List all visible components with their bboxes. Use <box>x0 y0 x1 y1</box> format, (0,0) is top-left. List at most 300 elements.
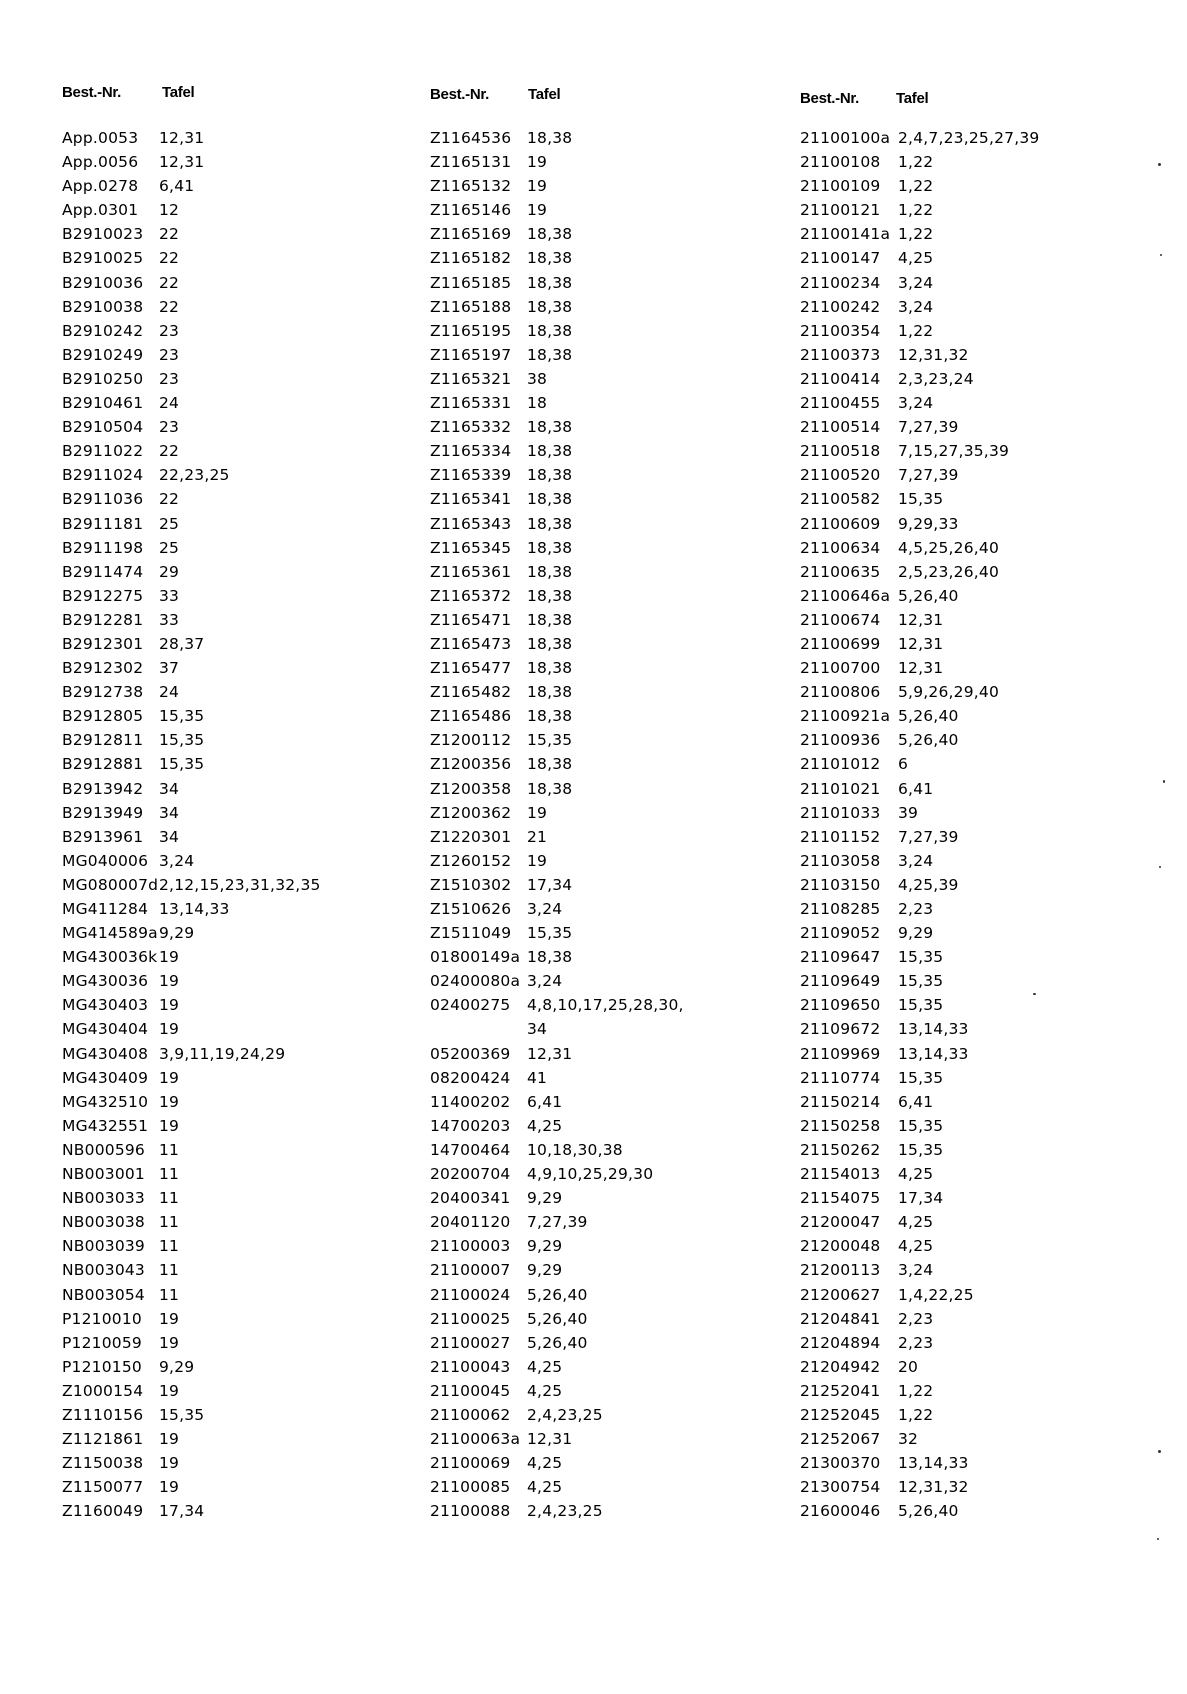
best-nr-cell: 21100062 <box>430 1405 511 1424</box>
tafel-cell: 15,35 <box>898 1116 944 1135</box>
tafel-cell: 15,35 <box>898 1068 944 1087</box>
tafel-cell: 12,31 <box>527 1430 573 1449</box>
table-row <box>430 1499 800 1523</box>
best-nr-cell: 20401120 <box>430 1213 511 1232</box>
best-nr-cell: 21100936 <box>800 731 881 750</box>
best-nr-cell: Z1150038 <box>62 1454 144 1473</box>
tafel-cell: 1,22 <box>898 177 934 196</box>
best-nr-cell: B2910504 <box>62 418 144 437</box>
best-nr-cell: 21252067 <box>800 1430 881 1449</box>
table-row <box>62 391 432 415</box>
best-nr-cell: Z1165334 <box>430 442 512 461</box>
tafel-cell: 18,38 <box>527 297 573 316</box>
best-nr-cell: 21252045 <box>800 1405 881 1424</box>
tafel-cell: 18,38 <box>527 707 573 726</box>
best-nr-cell: MG040006 <box>62 851 149 870</box>
tafel-cell: 11 <box>159 1285 180 1304</box>
tafel-cell: 18,38 <box>527 779 573 798</box>
table-row <box>430 945 800 969</box>
tafel-cell: 19 <box>527 153 548 172</box>
header-best-nr: Best.-Nr. <box>800 90 859 107</box>
table-row <box>62 1427 432 1451</box>
table-row <box>430 126 800 150</box>
table-row <box>62 1162 432 1186</box>
best-nr-cell: B2912275 <box>62 586 144 605</box>
table-row <box>800 1162 1170 1186</box>
table-row <box>62 993 432 1017</box>
best-nr-cell: B2911198 <box>62 538 144 557</box>
tafel-cell: 9,29,33 <box>898 514 959 533</box>
table-row <box>430 1017 800 1041</box>
tafel-cell: 24 <box>159 394 180 413</box>
tafel-cell: 22 <box>159 249 180 268</box>
tafel-cell: 4,25 <box>527 1454 563 1473</box>
tafel-cell: 19 <box>159 1020 180 1039</box>
best-nr-cell: 21109969 <box>800 1044 881 1063</box>
best-nr-cell: 21108285 <box>800 900 881 918</box>
tafel-cell: 9,29 <box>527 1237 563 1256</box>
scan-speck <box>1033 993 1036 995</box>
best-nr-cell: B2912302 <box>62 659 144 678</box>
table-row <box>430 680 800 704</box>
table-row <box>800 367 1170 391</box>
table-row <box>800 1451 1170 1475</box>
table-row <box>800 1355 1170 1379</box>
table-row <box>430 921 800 945</box>
table-row <box>62 367 432 391</box>
best-nr-cell: 21100455 <box>800 394 881 413</box>
tafel-cell: 5,26,40 <box>527 1333 588 1352</box>
best-nr-cell: 21154013 <box>800 1165 881 1184</box>
tafel-cell: 33 <box>159 610 180 629</box>
best-nr-cell: Z1200362 <box>430 803 512 822</box>
tafel-cell: 19 <box>159 948 180 967</box>
table-row <box>800 1258 1170 1282</box>
table-row <box>800 198 1170 222</box>
table-row <box>800 969 1170 993</box>
header-tafel: Tafel <box>528 86 561 103</box>
best-nr-cell: MG430036k <box>62 948 158 967</box>
best-nr-cell: 21100088 <box>430 1502 511 1521</box>
tafel-cell: 13,14,33 <box>159 900 230 918</box>
best-nr-cell: Z1165482 <box>430 683 512 702</box>
table-row <box>800 1186 1170 1210</box>
table-row <box>430 1138 800 1162</box>
best-nr-cell: App.0278 <box>62 177 139 196</box>
tafel-cell: 5,26,40 <box>527 1285 588 1304</box>
best-nr-cell: 21150262 <box>800 1140 881 1159</box>
tafel-cell: 32 <box>898 1430 919 1449</box>
table-row <box>62 897 432 921</box>
table-row <box>800 391 1170 415</box>
table-row <box>62 608 432 632</box>
best-nr-cell: Z1200358 <box>430 779 512 798</box>
table-row <box>430 150 800 174</box>
tafel-cell: 33 <box>159 586 180 605</box>
best-nr-cell: 21100806 <box>800 683 881 702</box>
best-nr-cell: 21300370 <box>800 1454 881 1473</box>
table-row <box>800 1234 1170 1258</box>
best-nr-cell: 21101012 <box>800 755 881 774</box>
table-row <box>430 319 800 343</box>
table-row <box>62 126 432 150</box>
best-nr-cell: Z1511049 <box>430 924 512 943</box>
tafel-cell: 1,22 <box>898 153 934 172</box>
tafel-cell: 5,26,40 <box>898 731 959 750</box>
tafel-cell: 12,31 <box>898 634 944 653</box>
best-nr-cell: B2911474 <box>62 562 144 581</box>
table-row <box>800 1210 1170 1234</box>
tafel-cell: 11 <box>159 1237 180 1256</box>
tafel-cell: 18,38 <box>527 948 573 967</box>
tafel-cell: 18,38 <box>527 321 573 340</box>
table-row <box>430 367 800 391</box>
table-row <box>800 295 1170 319</box>
best-nr-cell: Z1121861 <box>62 1430 144 1449</box>
best-nr-cell: B2912805 <box>62 707 144 726</box>
best-nr-cell: Z1165345 <box>430 538 512 557</box>
tafel-cell: 9,29 <box>527 1189 563 1208</box>
table-row <box>430 295 800 319</box>
best-nr-cell: Z1165197 <box>430 345 512 364</box>
best-nr-cell: App.0301 <box>62 201 139 220</box>
tafel-cell: 18,38 <box>527 755 573 774</box>
table-row <box>430 439 800 463</box>
table-row <box>800 680 1170 704</box>
table-row <box>430 246 800 270</box>
table-row <box>62 1042 432 1066</box>
tafel-cell: 18,38 <box>527 442 573 461</box>
best-nr-cell: B2913961 <box>62 827 144 846</box>
tafel-cell: 5,26,40 <box>898 707 959 726</box>
tafel-cell: 18,38 <box>527 129 573 147</box>
tafel-cell: 41 <box>527 1068 548 1087</box>
best-nr-cell: 21100025 <box>430 1309 511 1328</box>
tafel-cell: 18 <box>527 394 548 413</box>
table-row <box>800 608 1170 632</box>
table-row <box>430 198 800 222</box>
table-row <box>430 969 800 993</box>
best-nr-cell: MG430409 <box>62 1068 149 1087</box>
best-nr-cell: 21204942 <box>800 1357 881 1376</box>
tafel-cell: 12,31 <box>527 1044 573 1063</box>
table-row <box>62 536 432 560</box>
row-list <box>430 126 800 1523</box>
table-row <box>430 1258 800 1282</box>
best-nr-cell: MG430408 <box>62 1044 149 1063</box>
best-nr-cell: Z1165477 <box>430 659 512 678</box>
table-row <box>62 150 432 174</box>
best-nr-cell: App.0056 <box>62 153 139 172</box>
tafel-cell: 12 <box>159 201 180 220</box>
table-row <box>800 993 1170 1017</box>
tafel-cell: 39 <box>898 803 919 822</box>
table-row <box>62 752 432 776</box>
best-nr-cell: MG411284 <box>62 900 149 918</box>
tafel-cell: 12,31 <box>898 659 944 678</box>
best-nr-cell: Z1000154 <box>62 1381 144 1400</box>
tafel-cell: 1,4,22,25 <box>898 1285 974 1304</box>
best-nr-cell: B2912281 <box>62 610 144 629</box>
tafel-cell: 3,24 <box>527 972 563 991</box>
best-nr-cell: P1210150 <box>62 1357 142 1376</box>
tafel-cell: 19 <box>159 1068 180 1087</box>
table-row <box>430 1114 800 1138</box>
best-nr-cell: 21100234 <box>800 273 881 292</box>
tafel-cell: 2,23 <box>898 1333 934 1352</box>
tafel-cell: 1,22 <box>898 225 934 244</box>
best-nr-cell: 21100634 <box>800 538 881 557</box>
best-nr-cell: 21100646a <box>800 586 891 605</box>
best-nr-cell: 21100699 <box>800 634 881 653</box>
tafel-cell: 34 <box>159 827 180 846</box>
best-nr-cell: 21600046 <box>800 1502 881 1521</box>
scan-speck <box>1158 163 1161 166</box>
table-row <box>62 1331 432 1355</box>
tafel-cell: 4,25 <box>527 1116 563 1135</box>
table-row <box>430 752 800 776</box>
table-row <box>430 1451 800 1475</box>
tafel-cell: 2,3,23,24 <box>898 369 974 388</box>
tafel-cell: 1,22 <box>898 201 934 220</box>
best-nr-cell: 02400080a <box>430 972 521 991</box>
best-nr-cell: NB003038 <box>62 1213 145 1232</box>
best-nr-cell: Z1165132 <box>430 177 512 196</box>
best-nr-cell: App.0053 <box>62 129 139 147</box>
best-nr-cell: NB003054 <box>62 1285 145 1304</box>
best-nr-cell: MG432510 <box>62 1092 149 1111</box>
column-header <box>800 90 1170 112</box>
table-row <box>430 1162 800 1186</box>
best-nr-cell: B2913949 <box>62 803 144 822</box>
table-row <box>430 1379 800 1403</box>
tafel-cell: 4,8,10,17,25,28,30, <box>527 996 684 1015</box>
tafel-cell: 34 <box>527 1020 548 1039</box>
best-nr-cell: 21200113 <box>800 1261 881 1280</box>
table-row <box>62 777 432 801</box>
table-row <box>62 680 432 704</box>
table-row <box>62 1403 432 1427</box>
scan-speck <box>1163 780 1165 783</box>
best-nr-cell: 02400275 <box>430 996 511 1015</box>
tafel-cell: 34 <box>159 779 180 798</box>
tafel-cell: 18,38 <box>527 490 573 509</box>
best-nr-cell: 21100609 <box>800 514 881 533</box>
table-row <box>800 632 1170 656</box>
best-nr-cell: 21100354 <box>800 321 881 340</box>
tafel-cell: 3,24 <box>159 851 195 870</box>
best-nr-cell: 21100121 <box>800 201 881 220</box>
tafel-cell: 19 <box>159 1454 180 1473</box>
table-row <box>430 825 800 849</box>
tafel-cell: 19 <box>159 1092 180 1111</box>
table-row <box>62 1186 432 1210</box>
tafel-cell: 18,38 <box>527 634 573 653</box>
best-nr-cell: B2912811 <box>62 731 144 750</box>
best-nr-cell: Z1165169 <box>430 225 512 244</box>
table-row <box>800 656 1170 680</box>
best-nr-cell: MG432551 <box>62 1116 149 1135</box>
tafel-cell: 2,23 <box>898 900 934 918</box>
tafel-cell: 4,25 <box>898 1165 934 1184</box>
table-row <box>800 439 1170 463</box>
best-nr-cell: 21101033 <box>800 803 881 822</box>
best-nr-cell: 21109672 <box>800 1020 881 1039</box>
table-row <box>62 1090 432 1114</box>
tafel-cell: 7,15,27,35,39 <box>898 442 1010 461</box>
tafel-cell: 15,35 <box>159 1405 205 1424</box>
table-row <box>62 921 432 945</box>
table-row <box>430 608 800 632</box>
tafel-cell: 23 <box>159 345 180 364</box>
best-nr-cell: Z1165321 <box>430 369 512 388</box>
tafel-cell: 17,34 <box>898 1189 944 1208</box>
best-nr-cell: B2911181 <box>62 514 144 533</box>
table-row <box>800 1138 1170 1162</box>
tafel-cell: 2,4,23,25 <box>527 1405 603 1424</box>
table-row <box>430 993 800 1017</box>
tafel-cell: 4,9,10,25,29,30 <box>527 1165 654 1184</box>
table-row <box>430 463 800 487</box>
best-nr-cell: 21100373 <box>800 345 881 364</box>
best-nr-cell: 21200048 <box>800 1237 881 1256</box>
tafel-cell: 19 <box>159 1478 180 1497</box>
tafel-cell: 3,24 <box>898 1261 934 1280</box>
best-nr-cell: Z1510626 <box>430 900 512 918</box>
tafel-cell: 2,23 <box>898 1309 934 1328</box>
best-nr-cell: 21100027 <box>430 1333 511 1352</box>
tafel-cell: 19 <box>159 996 180 1015</box>
tafel-cell: 13,14,33 <box>898 1454 969 1473</box>
table-row <box>800 150 1170 174</box>
scan-speck <box>1159 866 1161 868</box>
tafel-cell: 3,24 <box>898 273 934 292</box>
best-nr-cell: 21101021 <box>800 779 881 798</box>
tafel-cell: 22 <box>159 225 180 244</box>
table-row <box>62 1017 432 1041</box>
table-row <box>430 1042 800 1066</box>
best-nr-cell: 21100414 <box>800 369 881 388</box>
header-best-nr: Best.-Nr. <box>62 84 121 101</box>
table-row <box>62 632 432 656</box>
table-row <box>62 1451 432 1475</box>
best-nr-cell: Z1165471 <box>430 610 512 629</box>
best-nr-cell: 21204894 <box>800 1333 881 1352</box>
column-header <box>62 84 432 106</box>
table-row <box>800 584 1170 608</box>
tafel-cell: 15,35 <box>159 755 205 774</box>
tafel-cell: 10,18,30,38 <box>527 1140 623 1159</box>
table-row <box>800 319 1170 343</box>
tafel-cell: 18,38 <box>527 466 573 485</box>
tafel-cell: 28,37 <box>159 634 205 653</box>
best-nr-cell: B2910250 <box>62 369 144 388</box>
best-nr-cell: 14700203 <box>430 1116 511 1135</box>
tafel-cell: 3,24 <box>527 900 563 918</box>
table-row <box>62 1379 432 1403</box>
best-nr-cell: 21100147 <box>800 249 881 268</box>
best-nr-cell: 21204841 <box>800 1309 881 1328</box>
table-row <box>430 873 800 897</box>
table-row <box>430 1234 800 1258</box>
tafel-cell: 4,25 <box>898 1237 934 1256</box>
table-row <box>62 704 432 728</box>
best-nr-cell: 21101152 <box>800 827 881 846</box>
tafel-cell: 1,22 <box>898 1405 934 1424</box>
tafel-cell: 4,25 <box>527 1478 563 1497</box>
tafel-cell: 17,34 <box>159 1502 205 1521</box>
tafel-cell: 4,25 <box>527 1357 563 1376</box>
best-nr-cell: 21100514 <box>800 418 881 437</box>
table-row <box>62 1355 432 1379</box>
tafel-cell: 15,35 <box>898 948 944 967</box>
table-row <box>62 849 432 873</box>
table-row <box>62 873 432 897</box>
tafel-cell: 5,9,26,29,40 <box>898 683 1000 702</box>
tafel-cell: 18,38 <box>527 538 573 557</box>
tafel-cell: 7,27,39 <box>898 827 959 846</box>
table-row <box>800 825 1170 849</box>
table-row <box>800 1066 1170 1090</box>
best-nr-cell: B2912881 <box>62 755 144 774</box>
best-nr-cell: MG430403 <box>62 996 149 1015</box>
tafel-cell: 2,4,7,23,25,27,39 <box>898 129 1040 147</box>
table-row <box>62 1499 432 1523</box>
tafel-cell: 7,27,39 <box>527 1213 588 1232</box>
tafel-cell: 12,31,32 <box>898 345 969 364</box>
best-nr-cell: 21154075 <box>800 1189 881 1208</box>
table-row <box>800 343 1170 367</box>
table-row <box>62 512 432 536</box>
best-nr-cell: Z1110156 <box>62 1405 144 1424</box>
column-header <box>430 86 800 108</box>
table-row <box>430 415 800 439</box>
tafel-cell: 23 <box>159 418 180 437</box>
table-row <box>800 1017 1170 1041</box>
table-row <box>430 1427 800 1451</box>
table-row <box>62 1234 432 1258</box>
tafel-cell: 5,26,40 <box>527 1309 588 1328</box>
tafel-cell: 15,35 <box>898 490 944 509</box>
best-nr-cell: 21100024 <box>430 1285 511 1304</box>
table-row <box>62 969 432 993</box>
table-row <box>62 801 432 825</box>
best-nr-cell: 21100109 <box>800 177 881 196</box>
table-row <box>800 801 1170 825</box>
tafel-cell: 9,29 <box>159 1357 195 1376</box>
table-row <box>430 849 800 873</box>
best-nr-cell: Z1165473 <box>430 634 512 653</box>
tafel-cell: 2,4,23,25 <box>527 1502 603 1521</box>
table-row <box>430 1210 800 1234</box>
table-row <box>430 656 800 680</box>
best-nr-cell: B2912301 <box>62 634 144 653</box>
table-row <box>800 704 1170 728</box>
table-row <box>430 1090 800 1114</box>
best-nr-cell: 21100520 <box>800 466 881 485</box>
best-nr-cell: 21103150 <box>800 875 881 894</box>
best-nr-cell: 21100582 <box>800 490 881 509</box>
best-nr-cell: Z1510302 <box>430 875 512 894</box>
best-nr-cell: Z1160049 <box>62 1502 144 1521</box>
tafel-cell: 19 <box>159 1381 180 1400</box>
tafel-cell: 11 <box>159 1165 180 1184</box>
table-row <box>430 1403 800 1427</box>
tafel-cell: 4,25,39 <box>898 875 959 894</box>
table-row <box>430 777 800 801</box>
table-row <box>62 1114 432 1138</box>
table-row <box>62 945 432 969</box>
